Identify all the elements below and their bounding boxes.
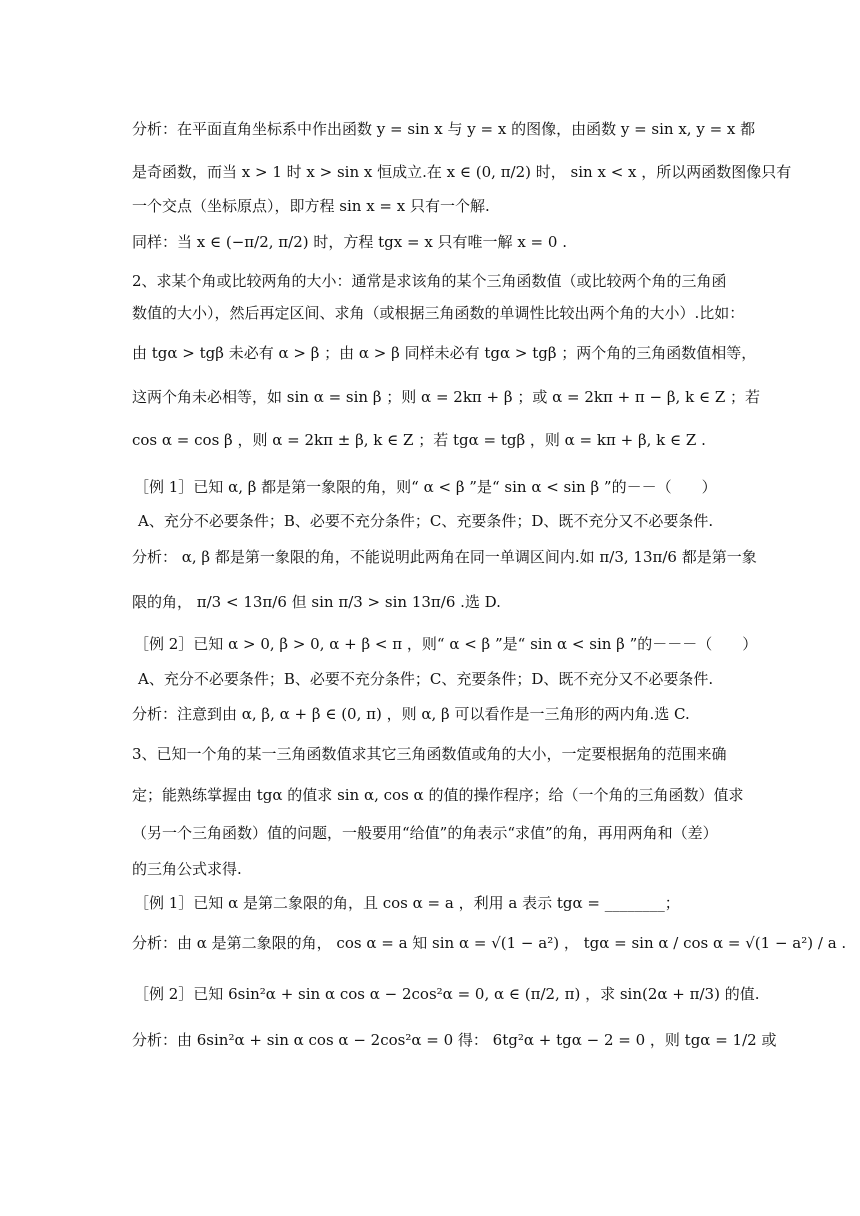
example-2-analysis: 分析：由 6sin²α + sin α cos α − 2cos²α = 0 得： 6tg²α + tgα − 2 = 0 ，则 tgα = 1/2 或 [132, 1031, 777, 1049]
example-2-options: A、充分不必要条件；B、必要不充分条件；C、充要条件；D、既不充分又不必要条件. [138, 670, 714, 688]
example-2-question: ［例 2］已知 6sin²α + sin α cos α − 2cos²α = 0, α ∈ (π/2, π) ，求 sin(2α + π/3) 的值. [134, 985, 760, 1003]
text-line: cos α = cos β ，则 α = 2kπ ± β, k ∈ Z ；若 tgα = tgβ ，则 α = kπ + β, k ∈ Z . [132, 431, 706, 449]
text-line: 这两个角未必相等，如 sin α = sin β ；则 α = 2kπ + β ；或 α = 2kπ + π − β, k ∈ Z ；若 [132, 388, 761, 406]
section-3-heading: 3、已知一个角的某一三角函数值求其它三角函数值或角的大小，一定要根据角的范围来确 [132, 745, 727, 763]
text-line: 分析：在平面直角坐标系中作出函数 y = sin x 与 y = x 的图像，由函数 y = sin x, y = x 都 [132, 120, 756, 138]
section-2-heading: 2、求某个角或比较两角的大小：通常是求该角的某个三角函数值（或比较两个角的三角函 [132, 272, 727, 290]
text-line: 由 tgα > tgβ 未必有 α > β ；由 α > β 同样未必有 tgα > tgβ ；两个角的三角函数值相等， [132, 344, 757, 362]
text-line: 数值的大小），然后再定区间、求角（或根据三角函数的单调性比较出两个角的大小）.比如： [132, 304, 745, 322]
example-1-options: A、充分不必要条件；B、必要不充分条件；C、充要条件；D、既不充分又不必要条件. [138, 512, 714, 530]
text-line: 是奇函数，而当 x > 1 时 x > sin x 恒成立.在 x ∈ (0, π/2) 时， sin x < x ，所以两函数图像只有 [132, 163, 792, 181]
example-1-analysis: 限的角， π/3 < 13π/6 但 sin π/3 > sin 13π/6 .选 D. [132, 593, 501, 611]
example-2-question: ［例 2］已知 α > 0, β > 0, α + β < π ，则“ α < β ”是“ sin α < sin β ”的－－－（ ） [134, 635, 758, 653]
example-2-analysis: 分析：注意到由 α, β, α + β ∈ (0, π) ，则 α, β 可以看作是一三角形的两内角.选 C. [132, 705, 690, 723]
example-1-question: ［例 1］已知 α, β 都是第一象限的角，则“ α < β ”是“ sin α < sin β ”的－－（ ） [134, 478, 717, 496]
example-1-analysis: 分析： α, β 都是第一象限的角，不能说明此两角在同一单调区间内.如 π/3, 13π/6 都是第一象 [132, 548, 757, 566]
example-1-question: ［例 1］已知 α 是第二象限的角，且 cos α = a ，利用 a 表示 tgα = ________； [134, 894, 680, 912]
text-line: 定；能熟练掌握由 tgα 的值求 sin α, cos α 的值的操作程序；给（一个角的三角函数）值求 [132, 786, 744, 804]
text-line: （另一个三角函数）值的问题，一般要用“给值”的角表示“求值”的角，再用两角和（差） [132, 824, 718, 842]
example-1-analysis: 分析：由 α 是第二象限的角， cos α = a 知 sin α = √(1 − a²) ， tgα = sin α / cos α = √(1 − a²) / a . [132, 934, 847, 952]
text-line: 一个交点（坐标原点），即方程 sin x = x 只有一个解. [132, 197, 490, 215]
text-line: 同样：当 x ∈ (−π/2, π/2) 时，方程 tgx = x 只有唯一解 x = 0 . [132, 233, 567, 251]
text-line: 的三角公式求得. [132, 860, 242, 878]
